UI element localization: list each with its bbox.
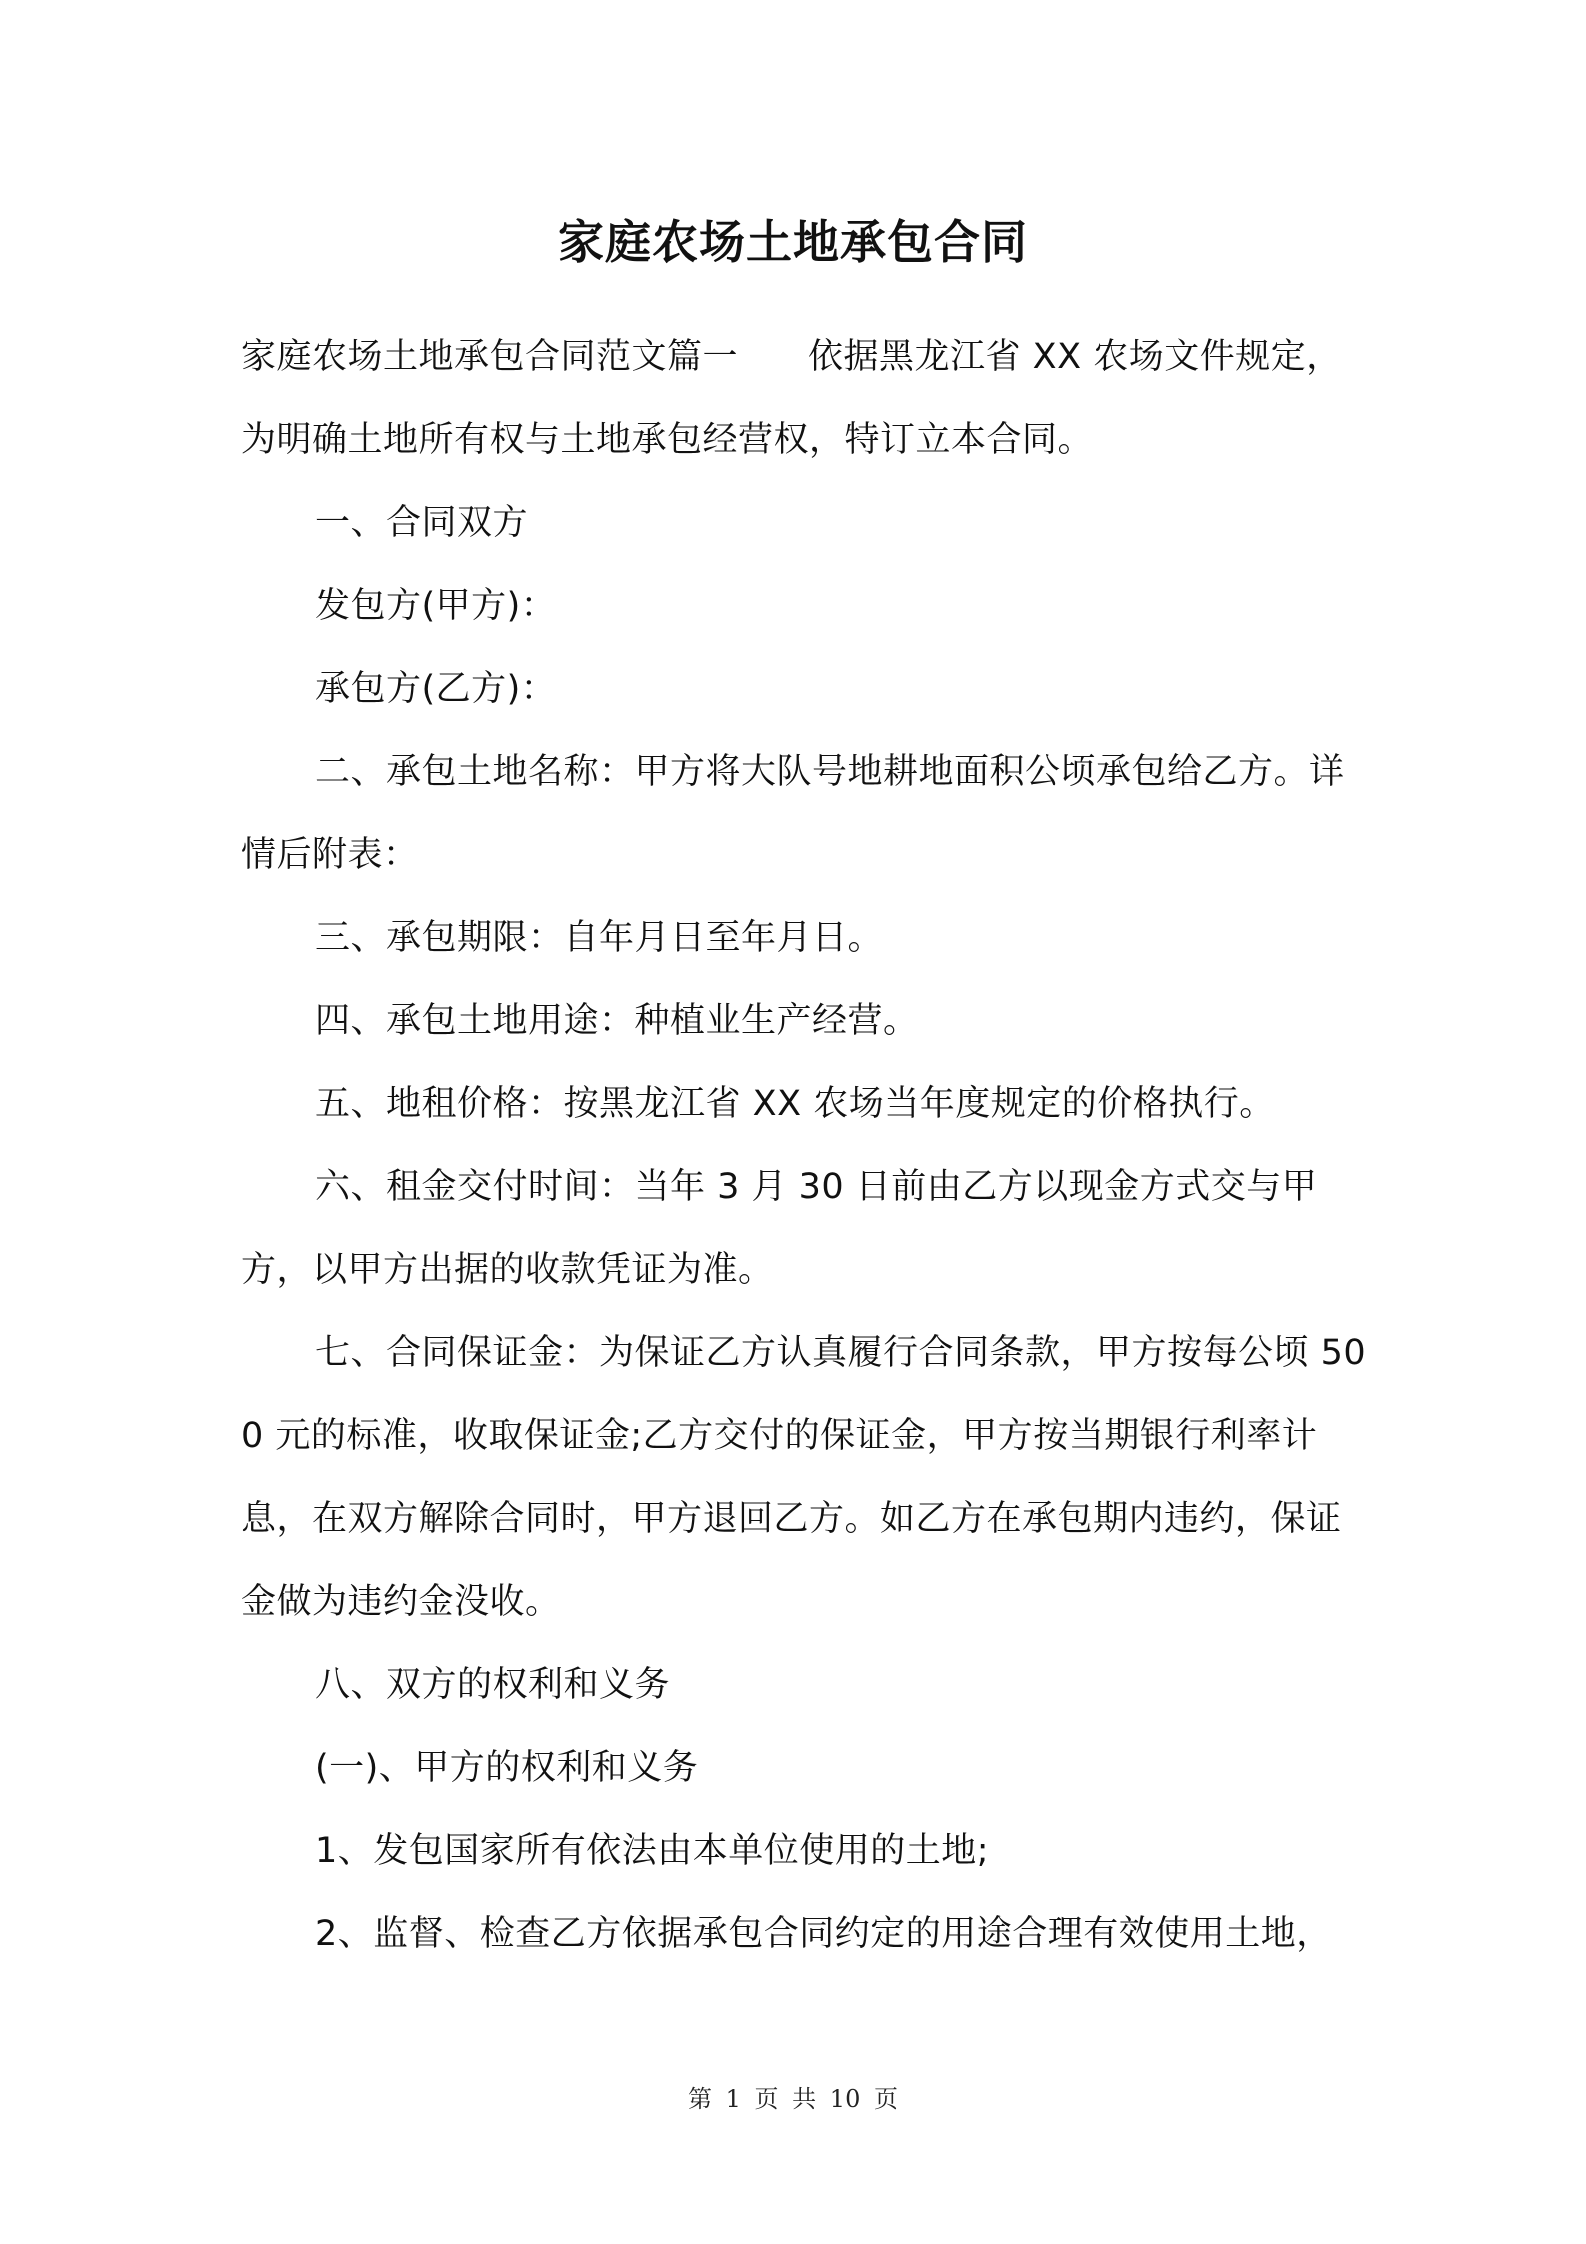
section-8-1-item-2: 2、监督、检查乙方依据承包合同约定的用途合理有效使用土地， [315,1914,1332,1954]
section-4: 四、承包土地用途：种植业生产经营。 [315,1001,919,1041]
party-a-line: 发包方(甲方)： [315,586,557,626]
section-8-1-item-1: 1、发包国家所有依法由本单位使用的土地; [315,1831,990,1871]
party-b-line: 承包方(乙方)： [315,669,557,709]
section-8-heading: 八、双方的权利和义务 [315,1665,671,1705]
intro-text: 依据黑龙江省 XX 农场文件规定，为明确土地所有权与土地承包经营权，特订立本合同。 [241,337,1342,460]
document-title: 家庭农场土地承包合同 [558,215,1028,269]
section-6: 六、租金交付时间：当年 3 月 30 日前由乙方以现金方式交与甲方，以甲方出据的收款凭证为准。 [241,1167,1318,1290]
section-5: 五、地租价格：按黑龙江省 XX 农场当年度规定的价格执行。 [315,1084,1275,1124]
document-body [241,316,1371,1976]
intro-heading: 家庭农场土地承包合同范文篇一 [241,337,739,377]
section-3: 三、承包期限：自年月日至年月日。 [315,918,884,958]
section-8-1-heading: (一)、甲方的权利和义务 [315,1748,699,1788]
intro-paragraph [241,316,1371,482]
section-7: 七、合同保证金：为保证乙方认真履行合同条款，甲方按每公顷 500 元的标准，收取保证金;乙方交付的保证金，甲方按当期银行利率计息，在双方解除合同时，甲方退回乙方。如乙方在承包期内违约，保证金做为违约金没收。 [241,1333,1367,1622]
page-number-footer: 第 1 页 共 10 页 [688,2085,898,2113]
section-1-heading: 一、合同双方 [315,503,529,543]
section-2: 二、承包土地名称：甲方将大队号地耕地面积公顷承包给乙方。详情后附表： [241,752,1345,875]
